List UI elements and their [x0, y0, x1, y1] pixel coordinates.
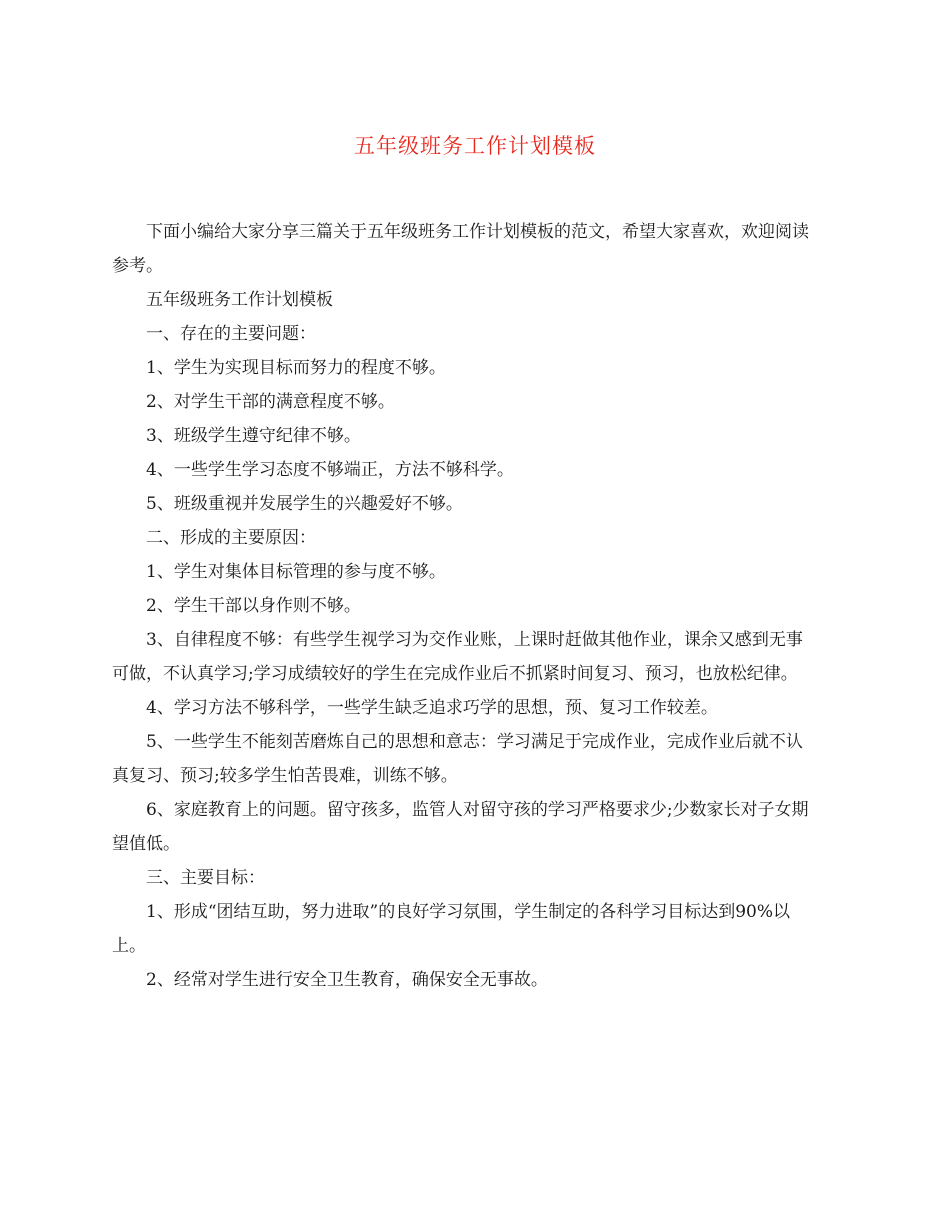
section-heading: 三、主要目标： [146, 868, 265, 888]
section-heading: 二、形成的主要原因： [146, 528, 316, 548]
list-item: 1、形成“团结互助，努力进取”的良好学习氛围，学生制定的各科学习目标达到90%以上。 [112, 902, 790, 956]
list-item: 5、一些学生不能刻苦磨炼自己的思想和意志：学习满足于完成作业，完成作业后就不认真复习、预习;较多学生怕苦畏难，训练不够。 [112, 732, 803, 786]
list-item: 2、对学生干部的满意程度不够。 [146, 392, 395, 412]
list-item: 4、学习方法不够科学，一些学生缺乏追求巧学的思想，预、复习工作较差。 [146, 698, 718, 718]
document-title: 五年级班务工作计划模板 [354, 134, 596, 158]
list-item: 1、学生对集体目标管理的参与度不够。 [146, 562, 446, 582]
list-item: 3、班级学生遵守纪律不够。 [146, 426, 361, 446]
section-heading: 一、存在的主要问题： [146, 324, 316, 344]
list-item: 1、学生为实现目标而努力的程度不够。 [146, 358, 446, 378]
list-item: 2、经常对学生进行安全卫生教育，确保安全无事故。 [146, 970, 548, 990]
paragraph: 五年级班务工作计划模板 [146, 290, 333, 310]
list-item: 5、班级重视并发展学生的兴趣爱好不够。 [146, 494, 463, 514]
document-body [112, 215, 812, 997]
list-item: 2、学生干部以身作则不够。 [146, 596, 361, 616]
list-item: 3、自律程度不够：有些学生视学习为交作业账，上课时赶做其他作业，课余又感到无事可做，不认真学习;学习成绩较好的学生在完成作业后不抓紧时间复习、预习，也放松纪律。 [112, 630, 803, 684]
list-item: 4、一些学生学习态度不够端正，方法不够科学。 [146, 460, 514, 480]
paragraph: 下面小编给大家分享三篇关于五年级班务工作计划模板的范文，希望大家喜欢，欢迎阅读参考。 [112, 222, 809, 276]
list-item: 6、家庭教育上的问题。留守孩多，监管人对留守孩的学习严格要求少;少数家长对子女期望值低。 [112, 800, 809, 854]
